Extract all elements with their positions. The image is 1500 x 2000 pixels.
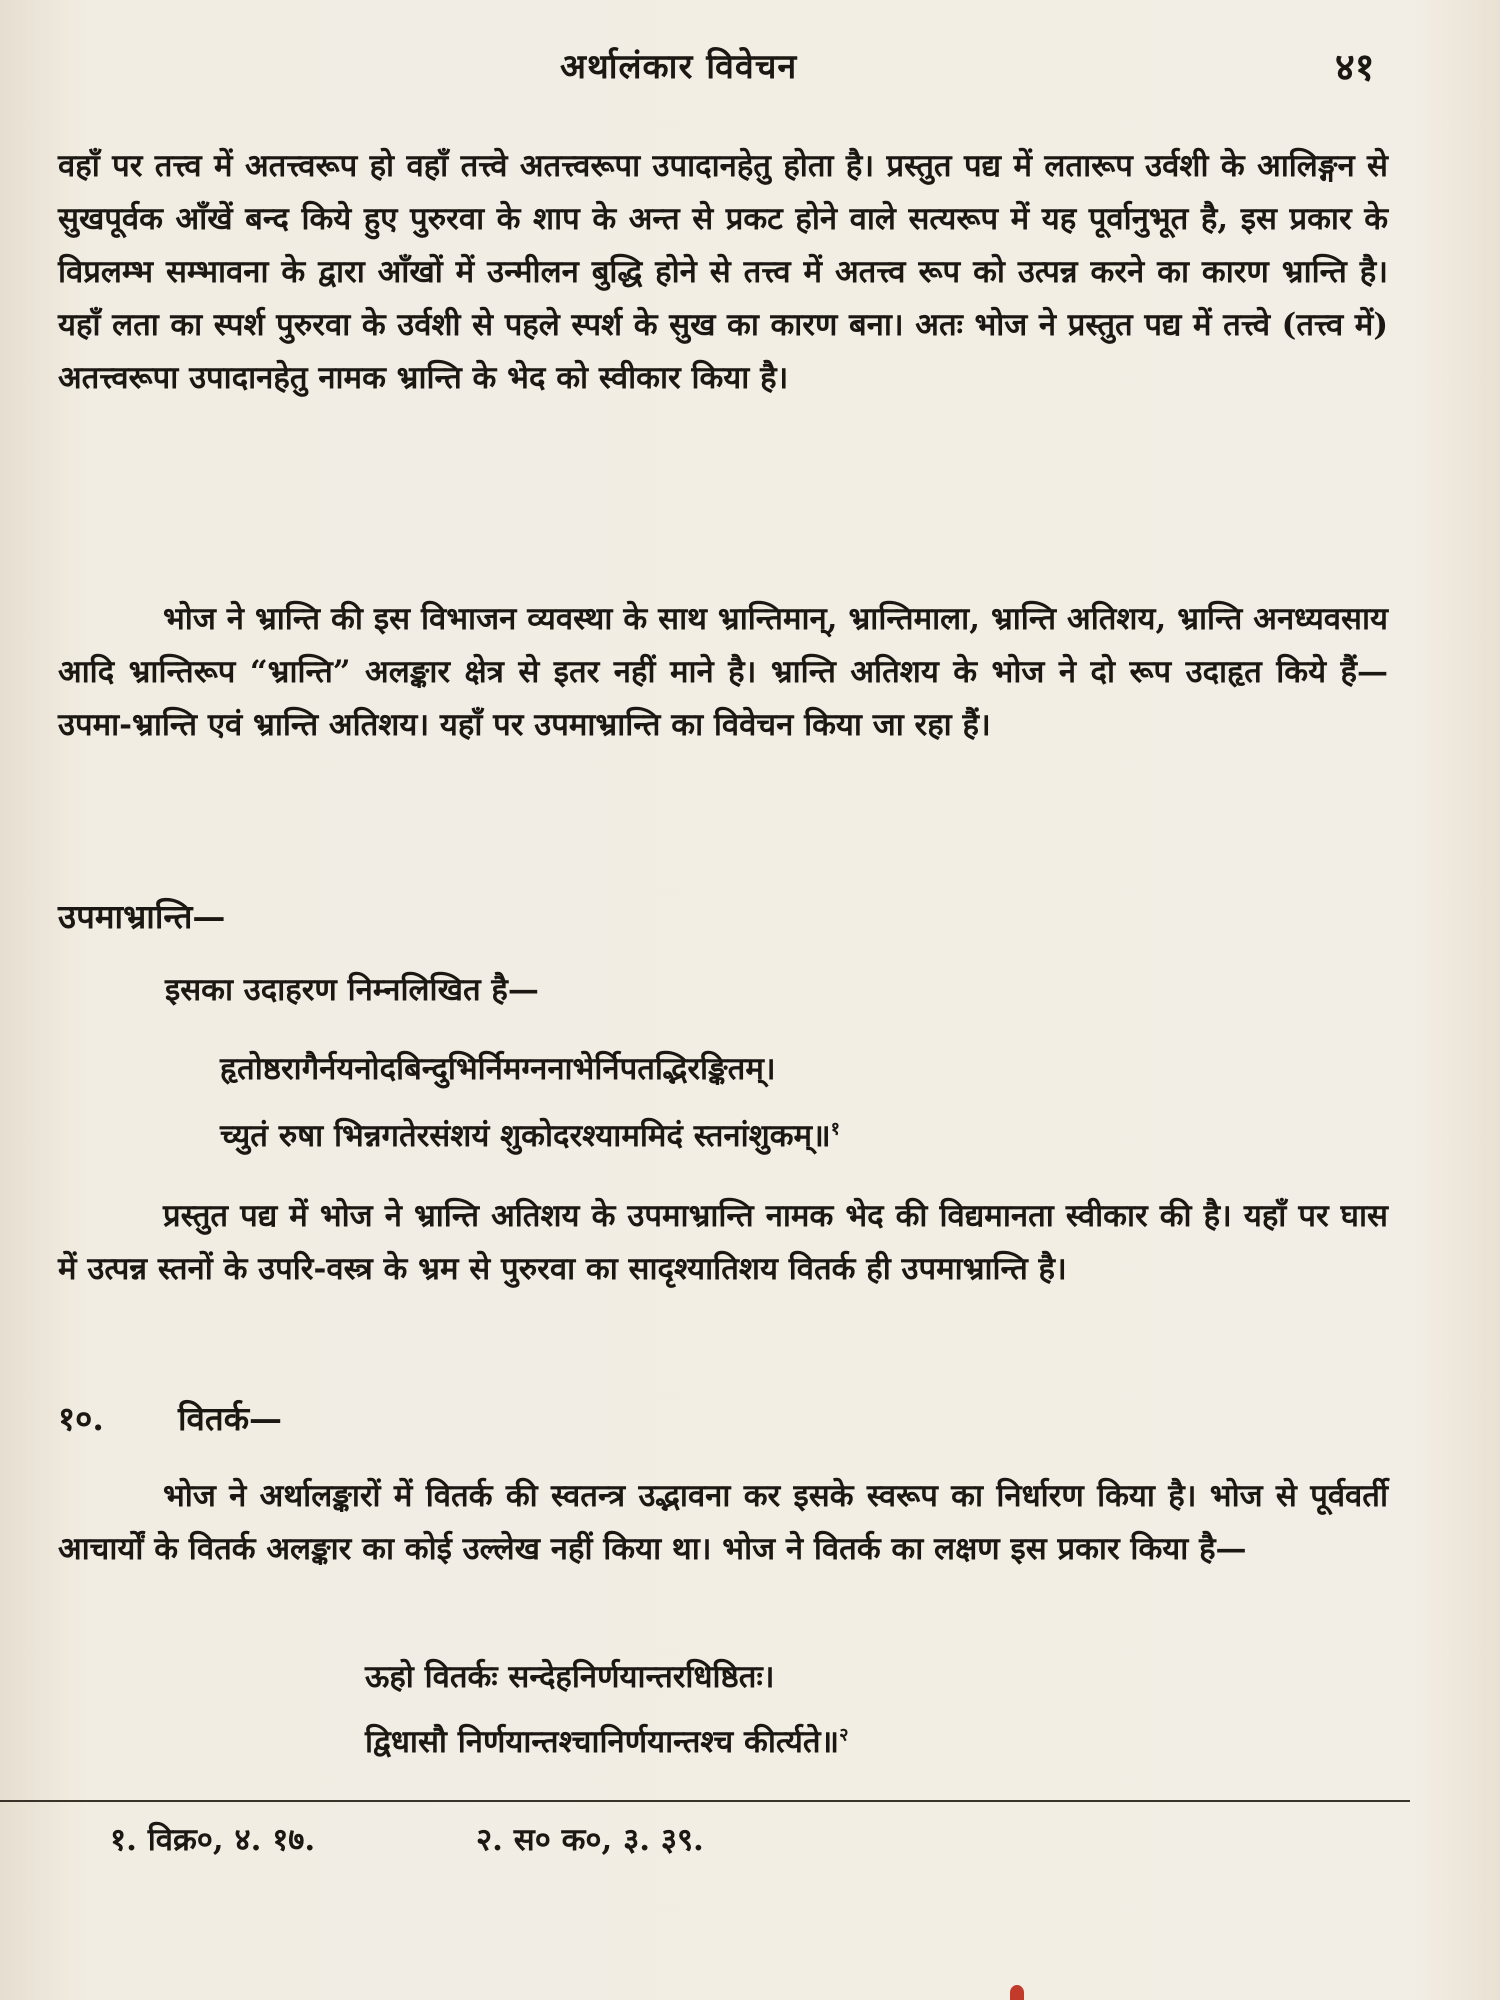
section-title: वितर्क— <box>178 1399 283 1438</box>
running-title: अर्थालंकार विवेचन <box>560 47 798 87</box>
verse2-line1: ऊहो वितर्कः सन्देहनिर्णयान्तरधिष्ठितः। <box>365 1659 775 1695</box>
section-heading-upamabhranti: उपमाभ्रान्ति— <box>58 897 226 936</box>
verse2-line2-text: द्विधासौ निर्णयान्तश्चानिर्णयान्तश्च कीर्त्यते॥ <box>365 1724 840 1760</box>
verse1-line2 <box>220 1114 840 1156</box>
verse2-line2 <box>365 1720 848 1762</box>
verse1-line1: हृतोष्ठरागैर्नयनोदबिन्दुभिर्निमग्ननाभेर्निपतद्भिरङ्कितम्। <box>220 1051 776 1087</box>
paragraph-bhranti-explanation: वहाँ पर तत्त्व में अतत्त्वरूप हो वहाँ तत्त्वे अतत्त्वरूपा उपादानहेतु होता है। प्रस्तुत पद्य में लतारूप उर्वशी के आलिङ्गन से सुखपूर्वक आँखें बन्द किये हुए पुरुरवा के शाप के अन्त से प्रकट होने वाले सत्यरूप में यह पूर्वानुभूत है, इस प्रकार के विप्रलम्भ सम्भावना के द्वारा आँखों में उन्मीलन बुद्धि होने से तत्त्व में अतत्त्व रूप को उत्पन्न करने का कारण भ्रान्ति है। यहाँ लता का स्पर्श पुरुरवा के उर्वशी से पहले स्पर्श के सुख का कारण बना। अतः भोज ने प्रस्तुत पद्य में तत्त्वे (तत्त्व में) अतत्त्वरूपा उपादानहेतु नामक भ्रान्ति के भेद को स्वीकार किया है। <box>58 148 1388 396</box>
footnote-ref-1: १ <box>830 1118 841 1140</box>
red-ink-mark <box>1010 1985 1024 2000</box>
footnote-ref-2: २ <box>839 1724 849 1746</box>
verse1-line2-text: च्युतं रुषा भिन्नगतेरसंशयं शुकोदरश्याममिदं स्तनांशुकम्॥ <box>220 1118 831 1154</box>
section-number: १०. <box>58 1399 104 1438</box>
footnotes <box>110 1818 704 1860</box>
paragraph-bhranti-types: भोज ने भ्रान्ति की इस विभाजन व्यवस्था के साथ भ्रान्तिमान्, भ्रान्तिमाला, भ्रान्ति अतिशय, भ्रान्ति अनध्यवसाय आदि भ्रान्तिरूप “भ्रान्ति” अलङ्कार क्षेत्र से इतर नहीं माने है। भ्रान्ति अतिशय के भोज ने दो रूप उदाहृत किये हैं— उपमा-भ्रान्ति एवं भ्रान्ति अतिशय। यहाँ पर उपमाभ्रान्ति का विवेचन किया जा रहा हैं। <box>58 601 1388 743</box>
page-number: ४१ <box>1335 44 1375 89</box>
footnote-divider <box>0 1800 1410 1802</box>
footnote-2: २. स० क०, ३. ३९. <box>476 1822 704 1858</box>
section-heading-vitarka <box>58 1395 282 1440</box>
paragraph-upamabhranti: प्रस्तुत पद्य में भोज ने भ्रान्ति अतिशय के उपमाभ्रान्ति नामक भेद की विद्यमानता स्वीकार की है। यहाँ पर घास में उत्पन्न स्तनों के उपरि-वस्त्र के भ्रम से पुरुरवा का सादृश्यातिशय वितर्क ही उपमाभ्रान्ति है। <box>58 1198 1388 1287</box>
footnote-1: १. विक्र०, ४. १७. <box>110 1822 316 1858</box>
page-header <box>0 42 1500 102</box>
example-intro: इसका उदाहरण निम्नलिखित है— <box>165 972 539 1008</box>
paragraph-vitarka: भोज ने अर्थालङ्कारों में वितर्क की स्वतन्त्र उद्भावना कर इसके स्वरूप का निर्धारण किया है। भोज से पूर्ववर्ती आचार्यों के वितर्क अलङ्कार का कोई उल्लेख नहीं किया था। भोज ने वितर्क का लक्षण इस प्रकार किया है— <box>58 1478 1388 1567</box>
